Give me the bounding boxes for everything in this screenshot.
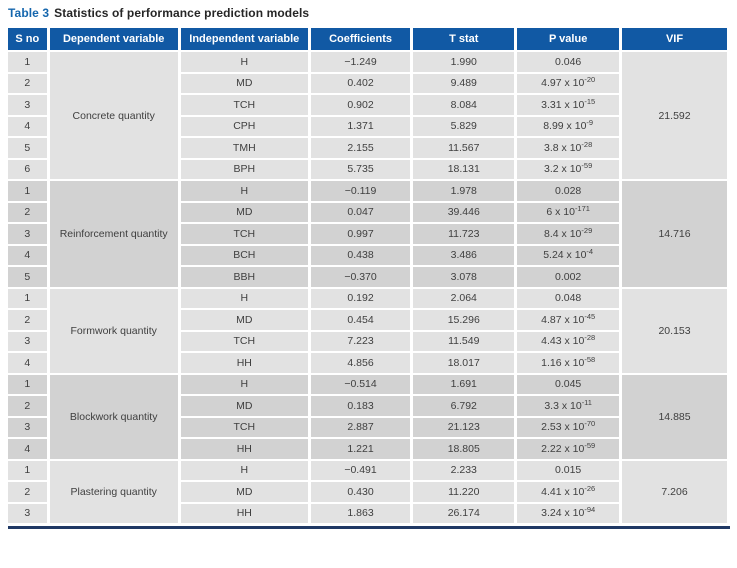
- column-header-p-value: P value: [517, 28, 619, 50]
- cell-coefficient: −0.119: [311, 181, 410, 201]
- cell-p-value: 4.97 x $10^{-20}$: [517, 74, 619, 94]
- cell-independent-variable: CPH: [181, 117, 308, 137]
- cell-vif: 21.592: [622, 52, 727, 179]
- cell-t-stat: 18.017: [413, 353, 514, 373]
- cell-t-stat: 1.978: [413, 181, 514, 201]
- cell-p-value: 1.16 x $10^{-58}$: [517, 353, 619, 373]
- cell-s-no: 4: [8, 353, 47, 373]
- cell-s-no: 6: [8, 160, 47, 180]
- cell-coefficient: 0.454: [311, 310, 410, 330]
- cell-independent-variable: BPH: [181, 160, 308, 180]
- table-row: [8, 375, 727, 395]
- cell-t-stat: 2.233: [413, 461, 514, 481]
- p-value-exponent: -58: [584, 354, 596, 364]
- cell-independent-variable: H: [181, 375, 308, 395]
- cell-s-no: 4: [8, 246, 47, 266]
- cell-s-no: 5: [8, 138, 47, 158]
- cell-s-no: 3: [8, 224, 47, 244]
- cell-t-stat: 6.792: [413, 396, 514, 416]
- table-bottom-border: [8, 526, 730, 529]
- cell-p-value: 4.41 x $10^{-26}$: [517, 482, 619, 502]
- cell-s-no: 1: [8, 461, 47, 481]
- cell-coefficient: 7.223: [311, 332, 410, 352]
- cell-dependent-variable: Blockwork quantity: [50, 375, 178, 459]
- cell-t-stat: 9.489: [413, 74, 514, 94]
- cell-t-stat: 3.486: [413, 246, 514, 266]
- cell-t-stat: 21.123: [413, 418, 514, 438]
- cell-t-stat: 18.805: [413, 439, 514, 459]
- p-value-exponent: -28: [584, 333, 596, 343]
- p-value-exponent: -26: [584, 483, 596, 493]
- cell-independent-variable: TMH: [181, 138, 308, 158]
- cell-independent-variable: HH: [181, 504, 308, 524]
- cell-independent-variable: TCH: [181, 224, 308, 244]
- cell-coefficient: 0.047: [311, 203, 410, 223]
- cell-p-value: 4.43 x $10^{-28}$: [517, 332, 619, 352]
- cell-coefficient: 0.192: [311, 289, 410, 309]
- cell-independent-variable: HH: [181, 353, 308, 373]
- cell-p-value: 0.046: [517, 52, 619, 72]
- cell-t-stat: 39.446: [413, 203, 514, 223]
- table-row: [8, 52, 727, 72]
- cell-s-no: 2: [8, 482, 47, 502]
- cell-coefficient: 0.430: [311, 482, 410, 502]
- cell-coefficient: 0.183: [311, 396, 410, 416]
- cell-s-no: 1: [8, 181, 47, 201]
- p-value-exponent: -171: [574, 204, 590, 214]
- table-header-row: [8, 28, 727, 50]
- table-row: [8, 289, 727, 309]
- cell-t-stat: 18.131: [413, 160, 514, 180]
- cell-s-no: 3: [8, 504, 47, 524]
- cell-independent-variable: TCH: [181, 332, 308, 352]
- cell-coefficient: 1.221: [311, 439, 410, 459]
- p-value-exponent: -9: [586, 118, 594, 128]
- cell-independent-variable: H: [181, 181, 308, 201]
- column-header-independent-variable: Independent variable: [181, 28, 308, 50]
- cell-independent-variable: MD: [181, 203, 308, 223]
- cell-p-value: 3.8 x $10^{-28}$: [517, 138, 619, 158]
- cell-coefficient: 2.887: [311, 418, 410, 438]
- cell-p-value: 0.045: [517, 375, 619, 395]
- cell-s-no: 2: [8, 74, 47, 94]
- cell-p-value: 3.2 x $10^{-59}$: [517, 160, 619, 180]
- cell-t-stat: 11.549: [413, 332, 514, 352]
- p-value-exponent: -29: [581, 225, 593, 235]
- cell-p-value: 5.24 x $10^{-4}$: [517, 246, 619, 266]
- cell-t-stat: 3.078: [413, 267, 514, 287]
- cell-vif: 7.206: [622, 461, 727, 524]
- p-value-exponent: -28: [581, 139, 593, 149]
- cell-coefficient: 2.155: [311, 138, 410, 158]
- cell-independent-variable: BBH: [181, 267, 308, 287]
- cell-s-no: 3: [8, 332, 47, 352]
- cell-dependent-variable: Concrete quantity: [50, 52, 178, 179]
- table-row: [8, 461, 727, 481]
- cell-p-value: 2.53 x $10^{-70}$: [517, 418, 619, 438]
- cell-coefficient: 4.856: [311, 353, 410, 373]
- cell-p-value: 3.3 x $10^{-11}$: [517, 396, 619, 416]
- cell-coefficient: 1.371: [311, 117, 410, 137]
- cell-s-no: 3: [8, 418, 47, 438]
- cell-dependent-variable: Reinforcement quantity: [50, 181, 178, 287]
- cell-t-stat: 5.829: [413, 117, 514, 137]
- cell-independent-variable: TCH: [181, 418, 308, 438]
- cell-p-value: 4.87 x $10^{-45}$: [517, 310, 619, 330]
- statistics-table: [5, 26, 730, 525]
- column-header-dependent-variable: Dependent variable: [50, 28, 178, 50]
- cell-independent-variable: MD: [181, 396, 308, 416]
- cell-p-value: 6 x $10^{-171}$: [517, 203, 619, 223]
- cell-independent-variable: MD: [181, 310, 308, 330]
- cell-t-stat: 11.723: [413, 224, 514, 244]
- table-header: [8, 28, 727, 50]
- cell-independent-variable: HH: [181, 439, 308, 459]
- cell-s-no: 3: [8, 95, 47, 115]
- cell-t-stat: 1.990: [413, 52, 514, 72]
- cell-coefficient: −0.491: [311, 461, 410, 481]
- cell-coefficient: 5.735: [311, 160, 410, 180]
- p-value-exponent: -59: [581, 161, 593, 171]
- cell-s-no: 4: [8, 117, 47, 137]
- cell-p-value: 8.99 x $10^{-9}$: [517, 117, 619, 137]
- cell-independent-variable: H: [181, 52, 308, 72]
- cell-s-no: 1: [8, 375, 47, 395]
- cell-independent-variable: TCH: [181, 95, 308, 115]
- cell-independent-variable: H: [181, 289, 308, 309]
- p-value-exponent: -20: [584, 75, 596, 85]
- cell-coefficient: 1.863: [311, 504, 410, 524]
- p-value-exponent: -4: [586, 247, 594, 257]
- table-title-text: Statistics of performance prediction models: [54, 6, 310, 20]
- column-header-vif: VIF: [622, 28, 727, 50]
- cell-p-value: 3.31 x $10^{-15}$: [517, 95, 619, 115]
- cell-p-value: 8.4 x $10^{-29}$: [517, 224, 619, 244]
- p-value-exponent: -45: [584, 311, 596, 321]
- p-value-exponent: -11: [581, 397, 592, 407]
- cell-s-no: 2: [8, 396, 47, 416]
- table-title: [8, 6, 730, 20]
- table-title-label: Table 3: [8, 6, 50, 20]
- cell-p-value: 0.002: [517, 267, 619, 287]
- p-value-exponent: -15: [584, 96, 596, 106]
- cell-p-value: 0.048: [517, 289, 619, 309]
- p-value-exponent: -94: [584, 505, 596, 515]
- cell-p-value: 0.015: [517, 461, 619, 481]
- cell-t-stat: 8.084: [413, 95, 514, 115]
- cell-t-stat: 2.064: [413, 289, 514, 309]
- cell-vif: 20.153: [622, 289, 727, 373]
- cell-p-value: 3.24 x $10^{-94}$: [517, 504, 619, 524]
- cell-t-stat: 1.691: [413, 375, 514, 395]
- cell-dependent-variable: Formwork quantity: [50, 289, 178, 373]
- cell-coefficient: −1.249: [311, 52, 410, 72]
- cell-p-value: 0.028: [517, 181, 619, 201]
- cell-coefficient: −0.514: [311, 375, 410, 395]
- cell-vif: 14.885: [622, 375, 727, 459]
- cell-dependent-variable: Plastering quantity: [50, 461, 178, 524]
- cell-t-stat: 15.296: [413, 310, 514, 330]
- cell-independent-variable: MD: [181, 482, 308, 502]
- column-header-coefficients: Coefficients: [311, 28, 410, 50]
- cell-coefficient: 0.438: [311, 246, 410, 266]
- cell-t-stat: 26.174: [413, 504, 514, 524]
- p-value-exponent: -70: [584, 419, 596, 429]
- cell-p-value: 2.22 x $10^{-59}$: [517, 439, 619, 459]
- cell-independent-variable: H: [181, 461, 308, 481]
- cell-s-no: 5: [8, 267, 47, 287]
- column-header-t-stat: T stat: [413, 28, 514, 50]
- table-row: [8, 181, 727, 201]
- cell-coefficient: 0.997: [311, 224, 410, 244]
- column-header-s-no: S no: [8, 28, 47, 50]
- cell-coefficient: −0.370: [311, 267, 410, 287]
- cell-independent-variable: MD: [181, 74, 308, 94]
- cell-t-stat: 11.220: [413, 482, 514, 502]
- cell-s-no: 1: [8, 289, 47, 309]
- cell-vif: 14.716: [622, 181, 727, 287]
- cell-s-no: 4: [8, 439, 47, 459]
- cell-t-stat: 11.567: [413, 138, 514, 158]
- cell-coefficient: 0.902: [311, 95, 410, 115]
- cell-coefficient: 0.402: [311, 74, 410, 94]
- p-value-exponent: -59: [584, 440, 596, 450]
- cell-independent-variable: BCH: [181, 246, 308, 266]
- cell-s-no: 2: [8, 310, 47, 330]
- cell-s-no: 1: [8, 52, 47, 72]
- cell-s-no: 2: [8, 203, 47, 223]
